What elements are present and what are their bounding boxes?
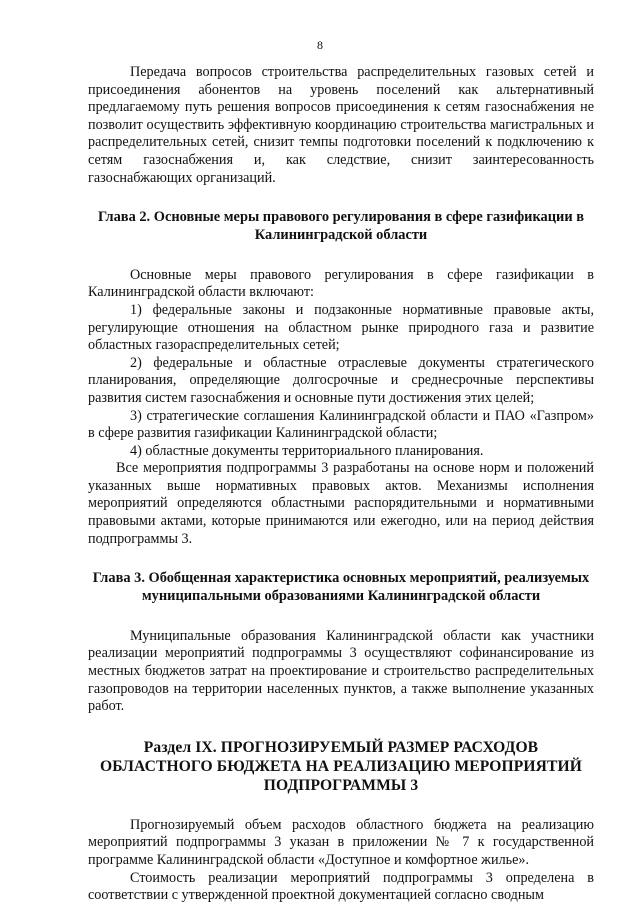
section-9-paragraph-1: Прогнозируемый объем расходов областного бюджета на реализацию мероприятий подпрограммы 3 указан в приложении № 7 к государственной программе Калининградской области «Доступное и комфортное жилье».	[88, 816, 594, 868]
chapter-2-intro: Основные меры правового регулирования в сфере газификации в Калининградской области включают:	[88, 266, 594, 301]
chapter-2-heading: Глава 2. Основные меры правового регулирования в сфере газификации в Калининградской области	[98, 209, 584, 243]
chapter-2-item-2: 2) федеральные и областные отраслевые документы стратегического планирования, определяющие долгосрочные и среднесрочные перспективы развития систем газоснабжения и основные пути достижения этих целей;	[88, 354, 594, 406]
chapter-3-text: Муниципальные образования Калининградской области как участники реализации мероприятий подпрограммы 3 осуществляют софинансирование из местных бюджетов затрат на проектирование и строительство распределительных газопроводов на территории населенных пунктов, а также выполнение указанных работ.	[88, 627, 594, 715]
paragraph-gas-networks: Передача вопросов строительства распределительных газовых сетей и присоединения абонентов на уровень поселений как альтернативный предлагаемому путь решения вопросов присоединения к сетям газоснабжения не позволит осуществить эффективную координацию строительства магистральных и распределительных сетей, снизит темпы подготовки поселений к подключению к сетям газоснабжения и, как следствие, снизит заинтересованность газоснабжающих организаций.	[88, 64, 594, 186]
chapter-2-item-4: 4) областные документы территориального планирования.	[130, 442, 484, 459]
chapter-2-item-1: 1) федеральные законы и подзаконные нормативные правовые акты, регулирующие отношения на областном рынке природного газа и развитие областных газораспределительных сетей;	[88, 301, 594, 354]
chapter-2-item-3: 3) стратегические соглашения Калининградской области и ПАО «Газпром» в сфере развития газификации Калининградской области;	[88, 407, 594, 442]
page-number: 8	[317, 38, 323, 52]
chapter-3-heading: Глава 3. Обобщенная характеристика основных мероприятий, реализуемых муниципальными образованиями Калининградской области	[92, 570, 590, 605]
section-9-heading: Раздел IX. ПРОГНОЗИРУЕМЫЙ РАЗМЕР РАСХОДОВ ОБЛАСТНОГО БЮДЖЕТА НА РЕАЛИЗАЦИЮ МЕРОПРИЯТИЙ ПОДПРОГРАММЫ 3	[100, 738, 582, 794]
section-9-paragraph-2: Стоимость реализации мероприятий подпрограммы 3 определена в соответствии с утвержденной проектной документацией согласно сводным	[88, 869, 594, 904]
chapter-2-outro: Все мероприятия подпрограммы 3 разработаны на основе норм и положений указанных выше нормативных правовых актов. Механизмы исполнения мероприятий определяются областными распорядительными и нормативными правовыми актами, которые принимаются или ежегодно, или на период действия подпрограммы 3.	[88, 460, 594, 547]
document-body	[88, 64, 594, 905]
